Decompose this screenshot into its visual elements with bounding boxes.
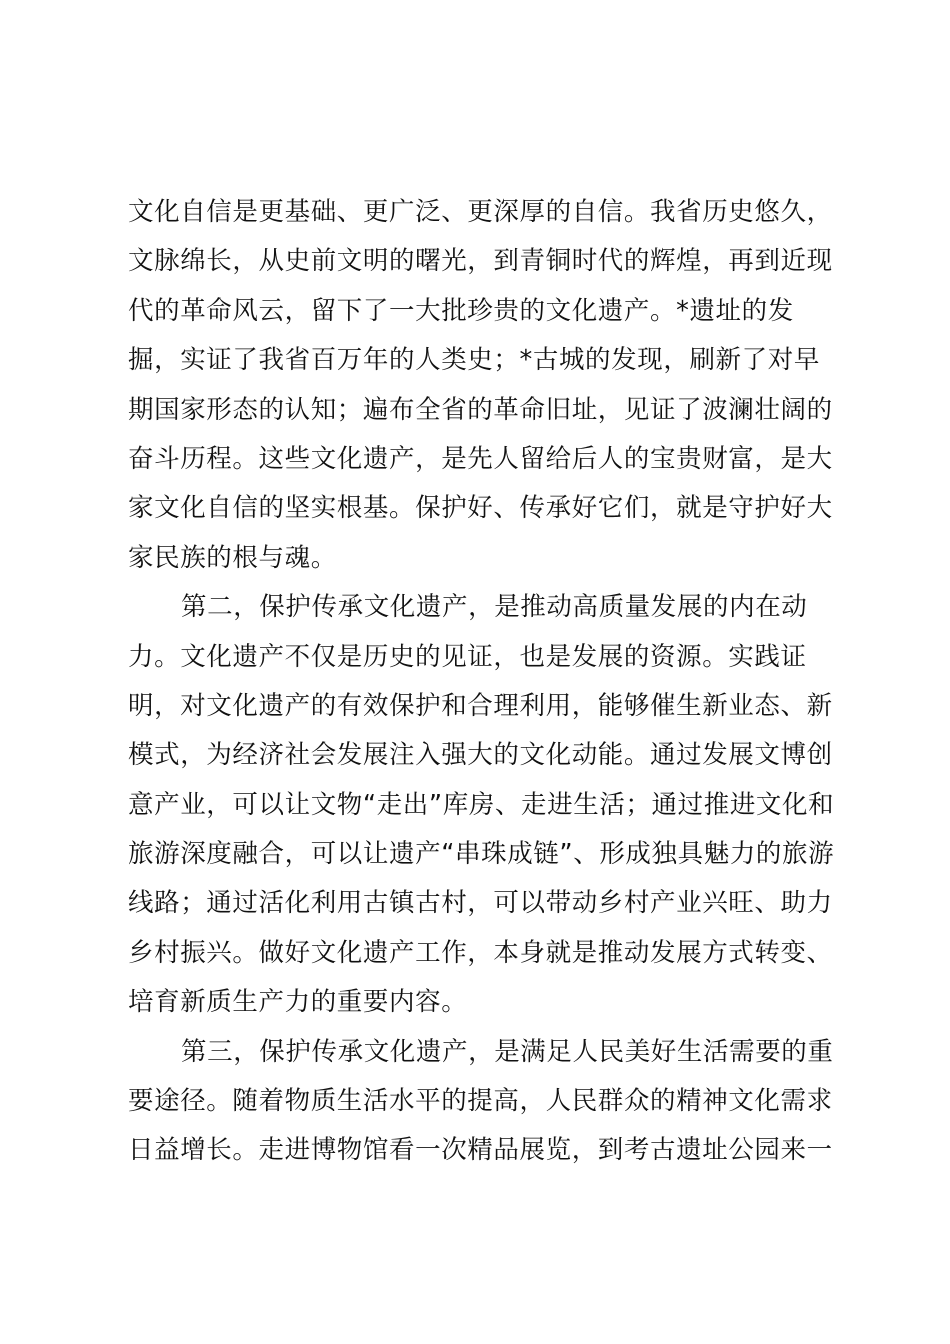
text-line: 意产业，可以让文物“走出”库房、走进生活；通过推进文化和: [128, 789, 835, 820]
text-line: 模式，为经济社会发展注入强大的文化动能。通过发展文博创: [128, 740, 833, 771]
text-line: 期国家形态的认知；遍布全省的革命旧址，见证了波澜壮阔的: [128, 394, 833, 425]
text-line: 明，对文化遗产的有效保护和合理利用，能够催生新业态、新: [128, 690, 833, 721]
text-line: 文脉绵长，从史前文明的曙光，到青铜时代的辉煌，再到近现: [128, 246, 833, 277]
document-page: [128, 188, 835, 1176]
text-line: 文化自信是更基础、更广泛、更深厚的自信。我省历史悠久，: [128, 197, 833, 227]
text-line: 家文化自信的坚实根基。保护好、传承好它们，就是守护好大: [128, 493, 833, 524]
text-line-indented: 第三，保护传承文化遗产，是满足人民美好生活需要的重: [181, 1036, 834, 1067]
text-line: 力。文化遗产不仅是历史的见证，也是发展的资源。实践证: [128, 641, 807, 672]
text-line: 代的革命风云，留下了一大批珍贵的文化遗产。*遗址的发: [128, 295, 794, 326]
text-line: 要途径。随着物质生活水平的提高，人民群众的精神文化需求: [128, 1086, 833, 1117]
paragraph-1: [128, 188, 833, 583]
text-line: 旅游深度融合，可以让遗产“串珠成链”、形成独具魅力的旅游: [128, 839, 835, 870]
text-line: 培育新质生产力的重要内容。: [128, 987, 468, 1018]
text-line: 家民族的根与魂。: [128, 542, 337, 573]
paragraph-2: [128, 583, 835, 1028]
text-line: 线路；通过活化利用古镇古村，可以带动乡村产业兴旺、助力: [128, 888, 833, 919]
text-line: 乡村振兴。做好文化遗产工作，本身就是推动发展方式转变、: [128, 937, 833, 968]
text-line: 日益增长。走进博物馆看一次精品展览，到考古遗址公园来一: [128, 1135, 833, 1166]
text-line-indented: 第二，保护传承文化遗产，是推动高质量发展的内在动: [181, 592, 808, 623]
text-line: 掘，实证了我省百万年的人类史；*古城的发现，刷新了对早: [128, 345, 820, 376]
paragraph-3: [128, 1028, 834, 1176]
text-line: 奋斗历程。这些文化遗产，是先人留给后人的宝贵财富，是大: [128, 443, 833, 474]
